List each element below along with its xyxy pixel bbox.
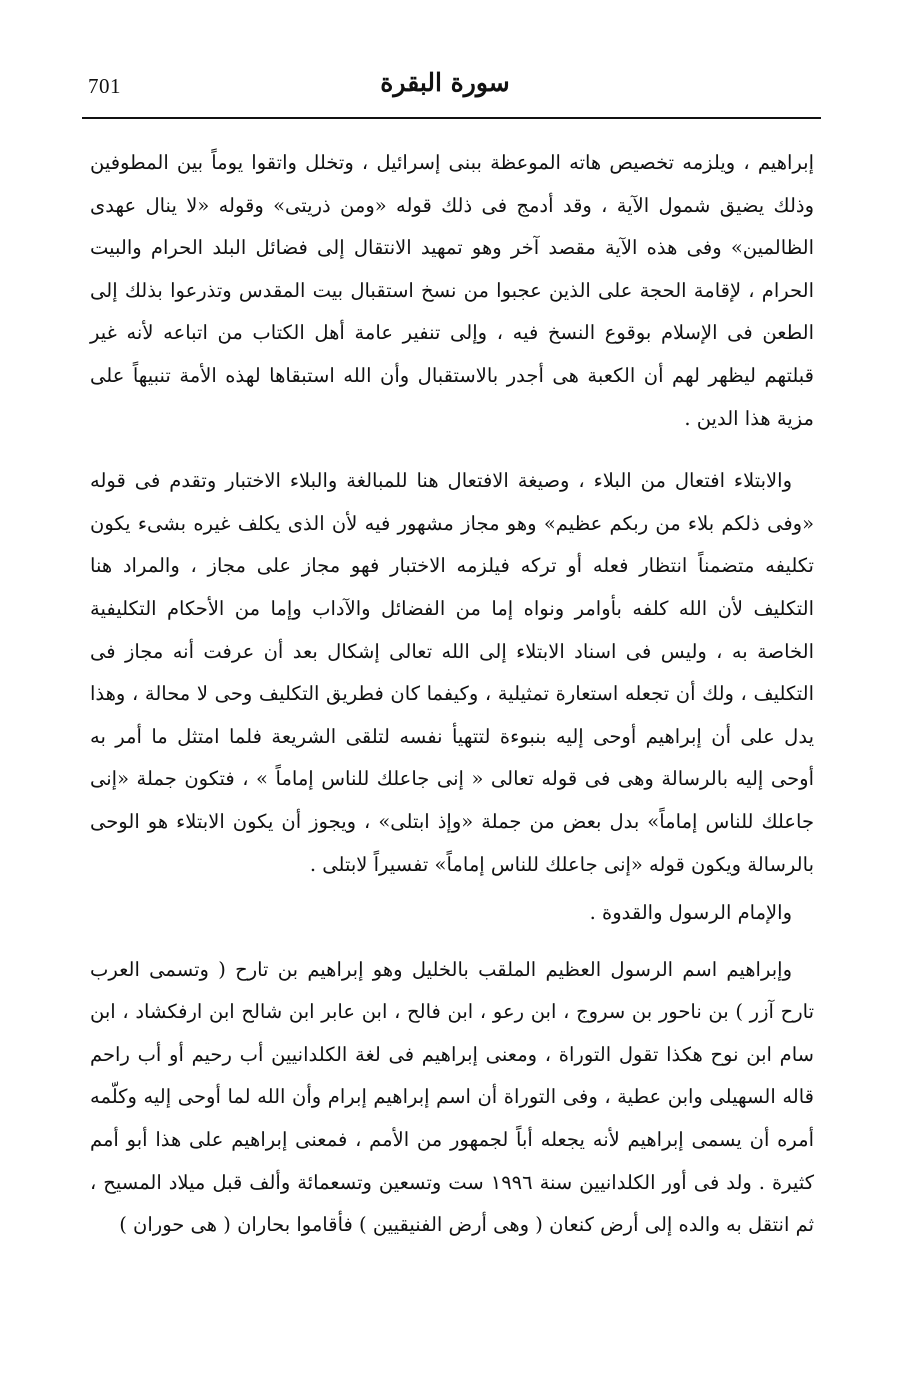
header-rule [82, 117, 821, 119]
page-number: 701 [88, 74, 121, 98]
page-header [82, 62, 808, 112]
paragraph-1: إبراهيم ، ويلزمه تخصيص هاته الموعظة ببنى إسرائيل ، وتخلل واتقوا يوماً بين المطوفين وذلك يضيق شمول الآية ، وقد أدمج فى ذلك قوله «ومن ذريتى» وقوله «لا ينال عهدى الظالمين» وفى هذه الآية مقصد آخر وهو تمهيد الانتقال إلى فضائل البلد الحرام والبيت الحرام ، لإقامة الحجة على الذين عجبوا من نسخ استقبال بيت المقدس وتذرعوا بذلك إلى الطعن فى الإسلام بوقوع النسخ فيه ، وإلى تنفير عامة أهل الكتاب من اتباعه لأنه غير قبلتهم ليظهر لهم أن الكعبة هى أجدر بالاستقبال وأن الله استبقاها لهذه الأمة تنبيهاً على مزية هذا الدين . [90, 151, 814, 430]
paragraph-4: وإبراهيم اسم الرسول العظيم الملقب بالخليل وهو إبراهيم بن تارح ( وتسمى العرب تارح آزر ) بن ناحور بن سروج ، ابن رعو ، ابن فالح ، ابن عابر ابن شالح ابن ارفكشاد ، ابن سام ابن نوح هكذا تقول التوراة ، ومعنى إبراهيم فى لغة الكلدانيين أب رحيم أو أب راحم قاله السهيلى وابن عطية ، وفى التوراة أن اسم إبراهيم إبرام وأن الله لما أوحى إليه وكلّمه أمره أن يسمى إبراهيم لأنه يجعله أباً لجمهور من الأمم ، فمعنى إبراهيم على هذا أبو أمم كثيرة . ولد فى أور الكلدانيين سنة ١٩٩٦ ست وتسعين وتسعمائة وألف قبل ميلاد المسيح ، ثم انتقل به والده إلى أرض كنعان ( وهى أرض الفنيقيين ) فأقاموا بحاران ( هى حوران ) [90, 957, 814, 1237]
paragraph-2: والابتلاء افتعال من البلاء ، وصيغة الافتعال هنا للمبالغة والبلاء الاختبار وتقدم فى قوله «وفى ذلكم بلاء من ربكم عظيم» وهو مجاز مشهور فيه لأن الذى يكلف غيره بشىء يكون تكليفه متضمناً انتظار فعله أو تركه فيلزمه الاختبار فهو مجاز على مجاز ، والمراد هنا التكليف لأن الله كلفه بأوامر ونواه إما من الفضائل والآداب وإما من الأحكام التكليفية الخاصة به ، وليس فى اسناد الابتلاء إلى الله تعالى إشكال بعد أن عرفت أنه مجاز فى التكليف ، ولك أن تجعله استعارة تمثيلية ، وكيفما كان فطريق التكليف وحى لا محالة ، وهذا يدل على أن إبراهيم أوحى إليه بنبوءة لتتهيأ نفسه لتلقى الشريعة فلما امتثل ما أمر به أوحى إليه بالرسالة وهى فى قوله تعالى « إنى جاعلك للناس إماماً » ، فتكون جملة «إنى جاعلك للناس إماماً» بدل بعض من جملة «وإذ ابتلى» ، ويجوز أن يكون الابتلاء هو الوحى بالرسالة ويكون قوله «إنى جاعلك للناس إماماً» تفسيراً لابتلى . [90, 469, 814, 876]
paragraph-3: والإمام الرسول والقدوة . [589, 901, 792, 925]
body-text [90, 142, 814, 1247]
running-title: سورة البقرة [380, 68, 510, 97]
